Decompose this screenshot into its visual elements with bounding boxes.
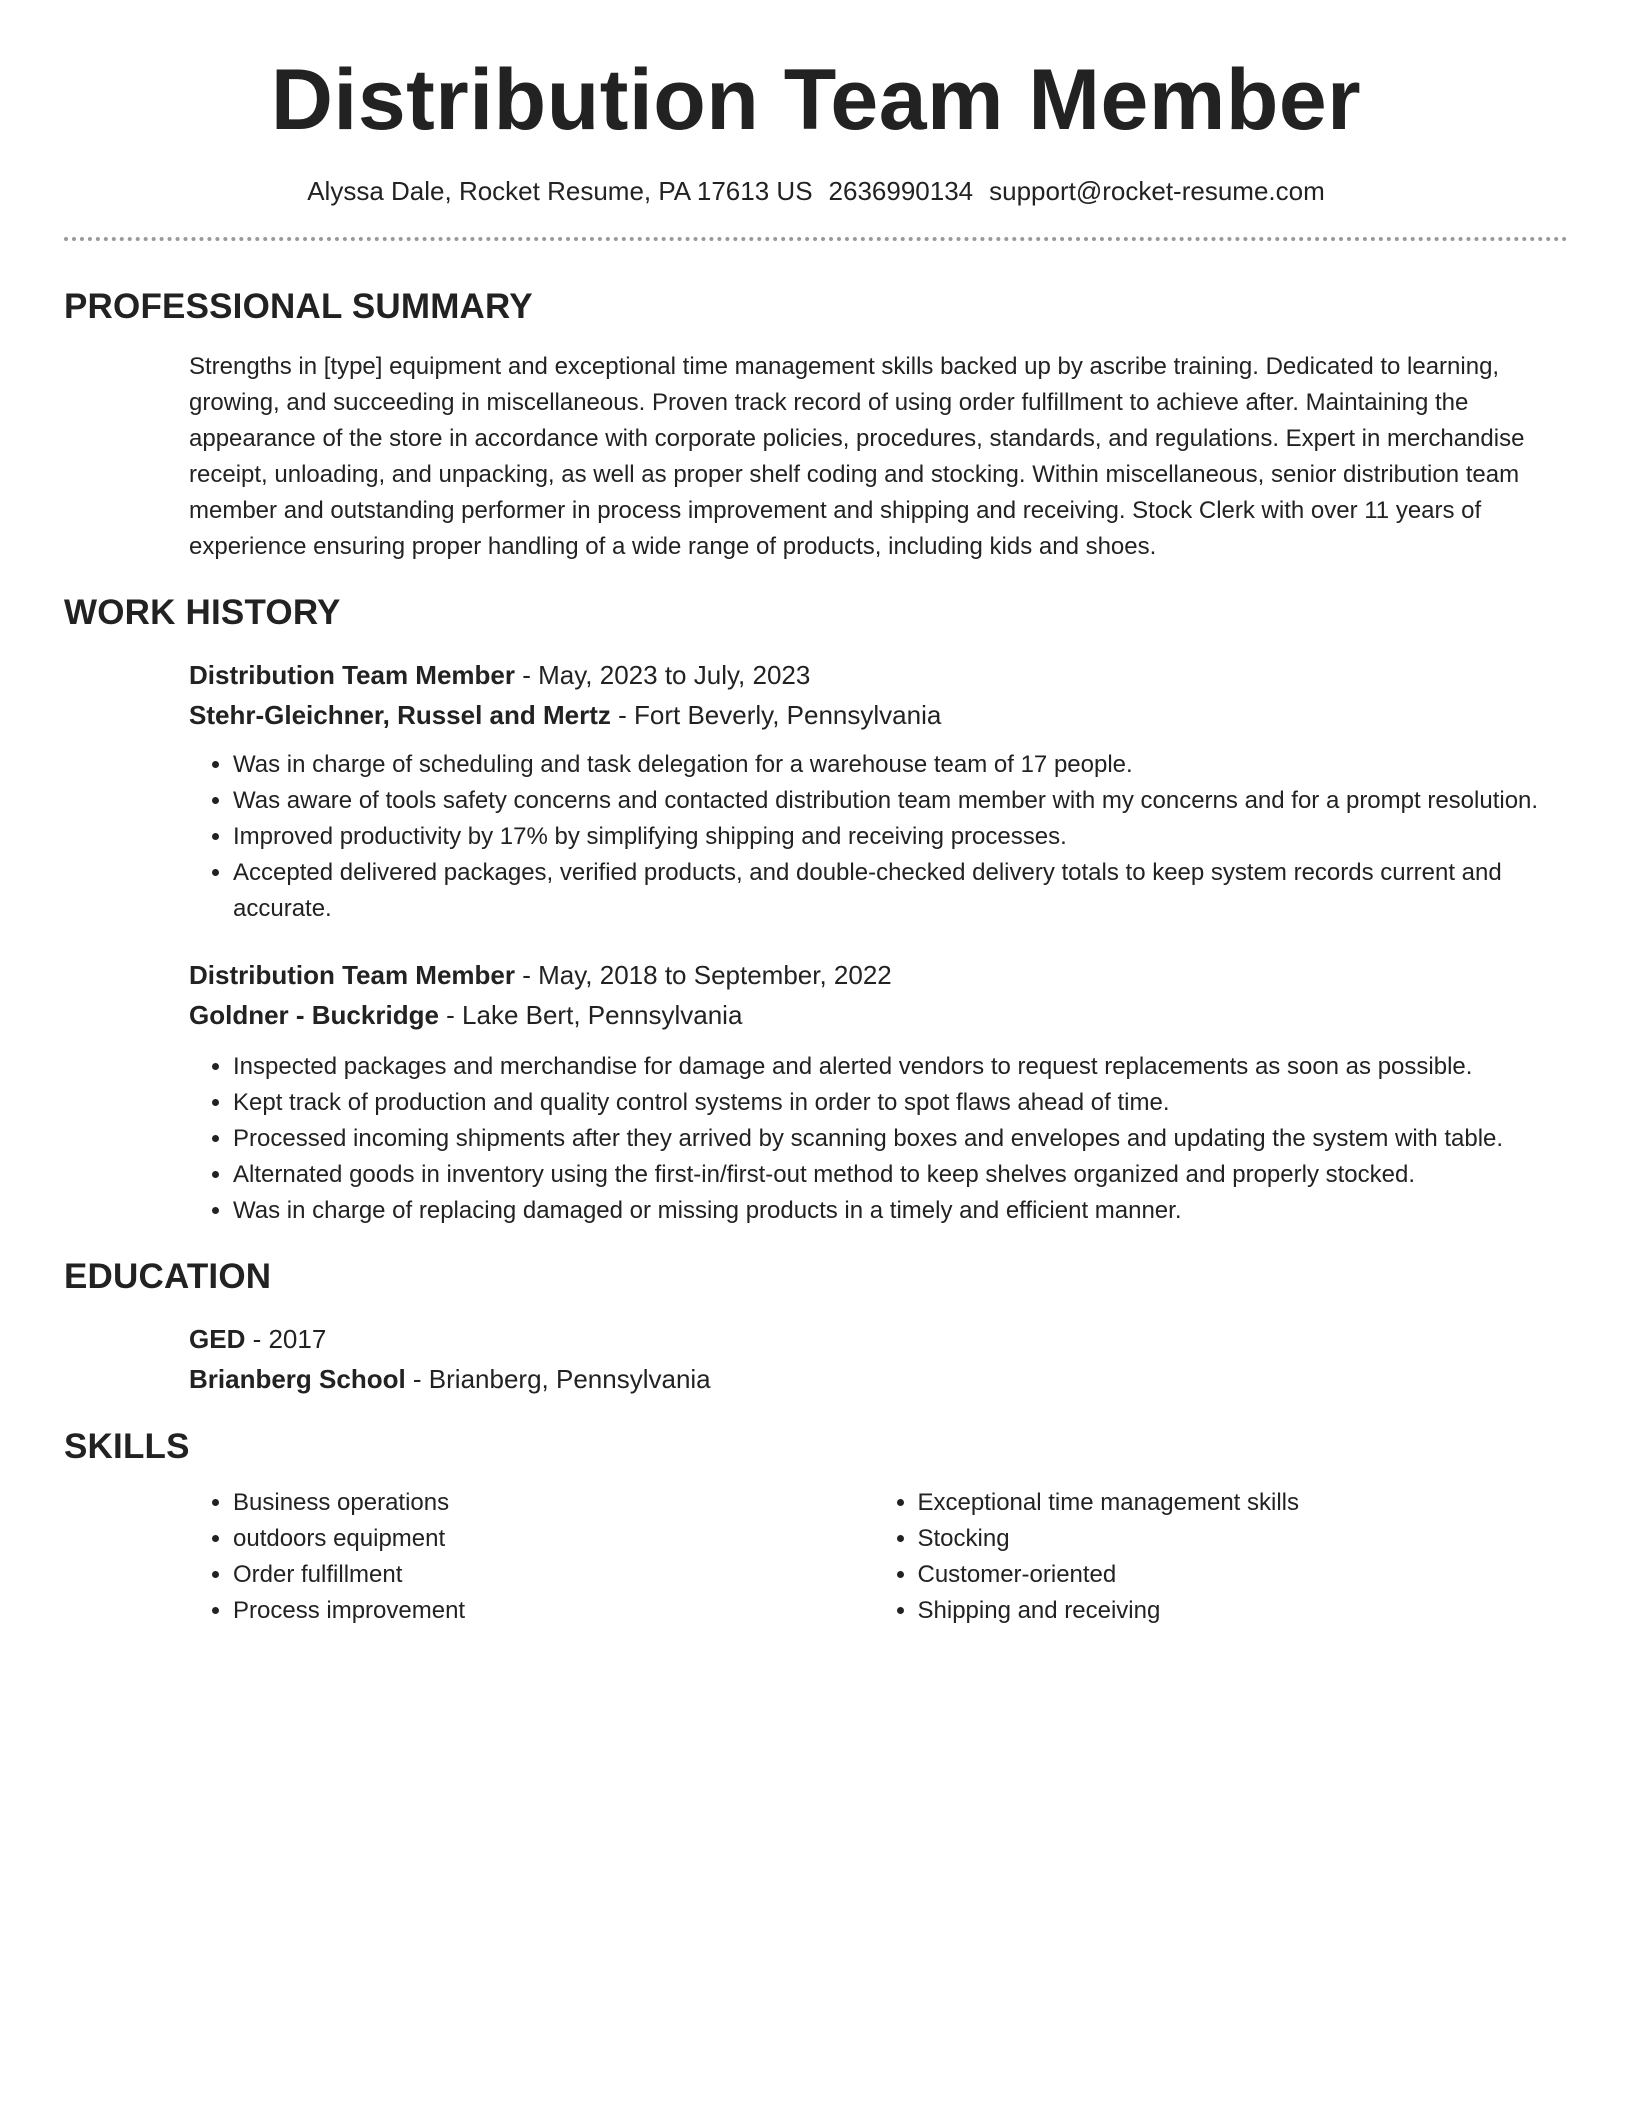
job-dates: - May, 2023 to July, 2023 — [515, 660, 811, 691]
job-role: Distribution Team Member — [189, 960, 516, 991]
education-year: - 2017 — [245, 1324, 327, 1355]
summary-body — [189, 349, 1558, 565]
job-bullets — [189, 747, 1558, 927]
skill-item: • Stocking — [918, 1521, 1559, 1557]
job-bullet: • Was in charge of scheduling and task delegation for a warehouse team of 17 people. — [233, 747, 1558, 783]
summary-section — [64, 287, 1568, 565]
job-bullet: • Improved productivity by 17% by simplifying shipping and receiving processes. — [233, 819, 1558, 855]
job-dates: - May, 2018 to September, 2022 — [515, 960, 892, 991]
job-bullet: • Kept track of production and quality control systems in order to spot flaws ahead of time. — [233, 1085, 1558, 1121]
job-company: Goldner - Buckridge — [189, 1000, 439, 1031]
contact-line — [64, 176, 1568, 207]
job-location: - Lake Bert, Pennsylvania — [438, 1000, 743, 1031]
education-school-line — [189, 1359, 1558, 1399]
skills-heading: SKILLS — [64, 1427, 190, 1467]
job-location: - Fort Beverly, Pennsylvania — [610, 700, 942, 731]
summary-heading: PROFESSIONAL SUMMARY — [64, 287, 533, 327]
job-bullet: • Inspected packages and merchandise for damage and alerted vendors to request replacements as soon as possible. — [233, 1049, 1558, 1085]
job-bullets — [189, 1049, 1558, 1229]
job-bullet: • Was aware of tools safety concerns and contacted distribution team member with my concerns and for a prompt resolution. — [233, 783, 1558, 819]
contact-address: Alyssa Dale, Rocket Resume, PA 17613 US — [307, 176, 813, 207]
skills-grid — [189, 1485, 1558, 1629]
education-school: Brianberg School — [189, 1364, 406, 1395]
job-company-line — [189, 995, 1558, 1035]
skill-item: • Process improvement — [233, 1593, 874, 1629]
skills-section — [64, 1427, 1568, 1629]
summary-text: Strengths in [type] equipment and exceptional time management skills backed up by ascribe training. Dedicated to learning, growing, and succeeding in miscellaneous. Proven track record of using order fulfillment to achieve after. Maintaining the appearance of the store in accordance with corporate policies, procedures, standards, and regulations. Expert in merchandise receipt, unloading, and unpacking, as well as proper shelf coding and stocking. Within miscellaneous, senior distribution team member and outstanding performer in process improvement and shipping and receiving. Stock Clerk with over 11 years of experience ensuring proper handling of a wide range of products, including kids and shoes. — [189, 353, 1525, 561]
work-section — [64, 593, 1568, 1229]
contact-email: support@rocket-resume.com — [989, 176, 1325, 207]
header-divider — [64, 237, 1568, 241]
education-entry — [189, 1319, 1558, 1399]
education-location: - Brianberg, Pennsylvania — [405, 1364, 711, 1395]
work-heading: WORK HISTORY — [64, 593, 341, 633]
education-section — [64, 1257, 1568, 1399]
skill-item: • Order fulfillment — [233, 1557, 874, 1593]
job-title-line — [189, 955, 1558, 995]
job-bullet: • Alternated goods in inventory using the first-in/first-out method to keep shelves organized and properly stocked. — [233, 1157, 1558, 1193]
education-degree-line — [189, 1319, 1558, 1359]
skills-column-left — [189, 1485, 874, 1629]
skill-item: • Customer-oriented — [918, 1557, 1559, 1593]
resume-header — [64, 0, 1568, 207]
job-entry — [189, 955, 1558, 1229]
job-company: Stehr-Gleichner, Russel and Mertz — [189, 700, 611, 731]
job-entry — [189, 655, 1558, 927]
job-bullet: • Processed incoming shipments after they arrived by scanning boxes and envelopes and updating the system with table. — [233, 1121, 1558, 1157]
job-role: Distribution Team Member — [189, 660, 516, 691]
skills-column-right — [874, 1485, 1559, 1629]
skill-item: • Business operations — [233, 1485, 874, 1521]
skill-item: • Exceptional time management skills — [918, 1485, 1559, 1521]
contact-phone: 2636990134 — [828, 176, 974, 207]
job-bullet: • Accepted delivered packages, verified products, and double-checked delivery totals to keep system records current and accurate. — [233, 855, 1558, 927]
job-company-line — [189, 695, 1558, 735]
education-heading: EDUCATION — [64, 1257, 272, 1297]
skill-item: • Shipping and receiving — [918, 1593, 1559, 1629]
education-degree: GED — [189, 1324, 246, 1355]
job-bullet: • Was in charge of replacing damaged or missing products in a timely and efficient manner. — [233, 1193, 1558, 1229]
resume-title: Distribution Team Member — [270, 52, 1362, 148]
job-title-line — [189, 655, 1558, 695]
skill-item: • outdoors equipment — [233, 1521, 874, 1557]
